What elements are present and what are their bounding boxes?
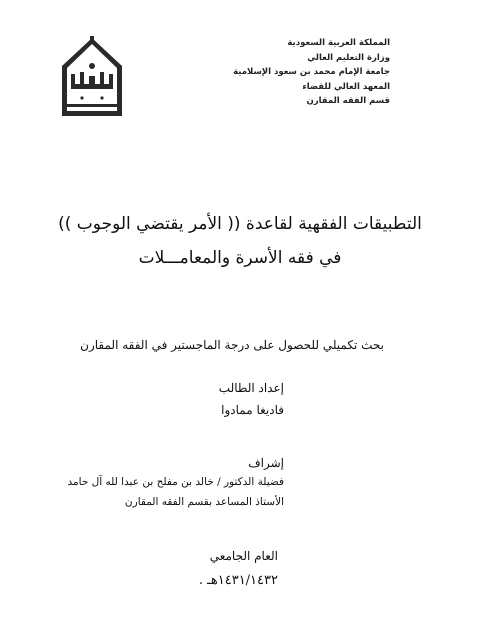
supervisor-name: فضيلة الدكتور / خالد بن مفلح بن عبدا لله آل حامد [67, 476, 284, 488]
thesis-title [20, 207, 460, 275]
supervisor-title: الأستاذ المساعد بقسم الفقه المقارن [124, 496, 284, 508]
header-line-ministry: وزارة التعليم العالي [307, 52, 390, 63]
header-line-university: جامعة الإمام محمد بن سعود الإسلامية [233, 67, 390, 77]
institution-header [190, 36, 390, 109]
university-emblem-icon [56, 36, 128, 118]
thesis-title-line-1: التطبيقات الفقهية لقاعدة (( الأمر يقتضي الوجوب )) [58, 214, 422, 234]
header-line-institute: المعهد العالي للقضاء [302, 81, 390, 92]
header-line-country: المملكة العربية السعودية [287, 38, 390, 48]
header-line-department: قسم الفقه المقارن [306, 96, 390, 106]
student-name: فاديغا ممادوا [221, 403, 284, 417]
prepared-by-label: إعداد الطالب [218, 381, 284, 395]
thesis-title-line-2: في فقه الأسرة والمعامـــلات [138, 248, 342, 268]
degree-subtitle: بحث تكميلي للحصول على درجة الماجستير في الفقه المقارن [80, 338, 384, 352]
academic-year-value: ١٤٣١/١٤٣٢هـ . [198, 573, 278, 588]
academic-year-label: العام الجامعي [209, 549, 278, 563]
supervision-label: إشراف [248, 456, 284, 470]
